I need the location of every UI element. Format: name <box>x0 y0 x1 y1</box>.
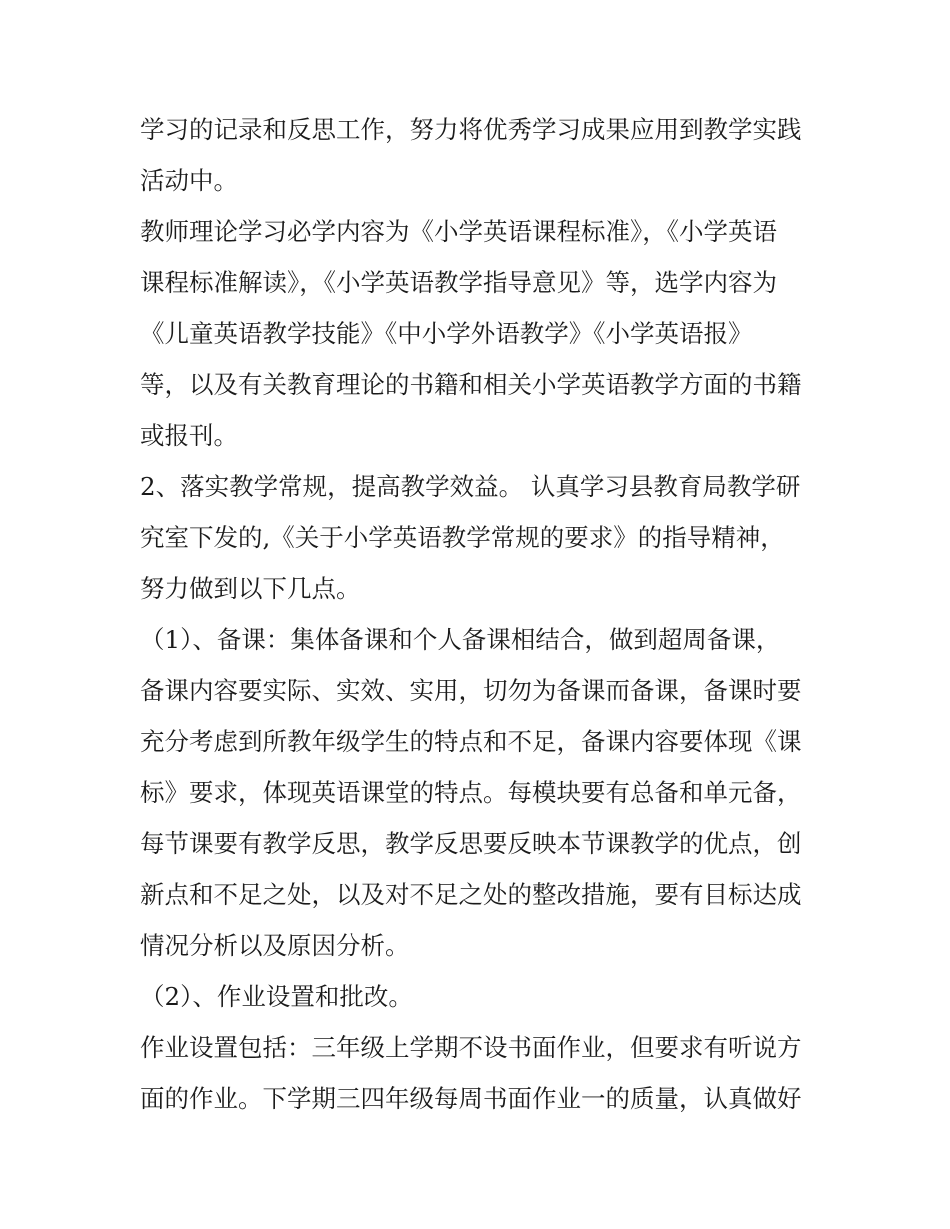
text-line: 标》要求，体现英语课堂的特点。每模块要有总备和单元备， <box>140 778 802 807</box>
text-line: （1）、备课：集体备课和个人备课相结合，做到超周备课， <box>140 625 781 654</box>
text-line: 或报刊。 <box>140 421 238 450</box>
text-line: 学习的记录和反思工作，努力将优秀学习成果应用到教学实践 <box>140 115 802 144</box>
text-line: 等，以及有关教育理论的书籍和相关小学英语教学方面的书籍 <box>140 370 802 399</box>
text-line: 情况分析以及原因分析。 <box>140 931 410 960</box>
text-line: 备课内容要实际、实效、实用，切勿为备课而备课，备课时要 <box>140 676 802 705</box>
document-body <box>140 104 820 1124</box>
text-line: 充分考虑到所教年级学生的特点和不足，备课内容要体现《课 <box>140 727 802 756</box>
text-line: 究室下发的,《关于小学英语教学常规的要求》的指导精神， <box>140 523 785 552</box>
text-line: 新点和不足之处，以及对不足之处的整改措施，要有目标达成 <box>140 880 802 909</box>
text-line: 作业设置包括：三年级上学期不设书面作业，但要求有听说方 <box>140 1033 802 1062</box>
text-line: 教师理论学习必学内容为《小学英语课程标准》，《小学英语 <box>140 217 777 246</box>
text-line: 《儿童英语教学技能》《中小学外语教学》《小学英语报》 <box>140 319 753 348</box>
text-line: 努力做到以下几点。 <box>140 574 361 603</box>
text-line: 活动中。 <box>140 166 238 195</box>
text-line: （2）、作业设置和批改。 <box>140 982 413 1011</box>
text-line: 每节课要有教学反思，教学反思要反映本节课教学的优点，创 <box>140 829 802 858</box>
text-line: 课程标准解读》，《小学英语教学指导意见》等，选学内容为 <box>140 268 777 297</box>
text-line: 面的作业。下学期三四年级每周书面作业一的质量，认真做好 <box>140 1084 802 1113</box>
text-line: 2、落实教学常规，提高教学效益。 认真学习县教育局教学研 <box>140 472 801 501</box>
